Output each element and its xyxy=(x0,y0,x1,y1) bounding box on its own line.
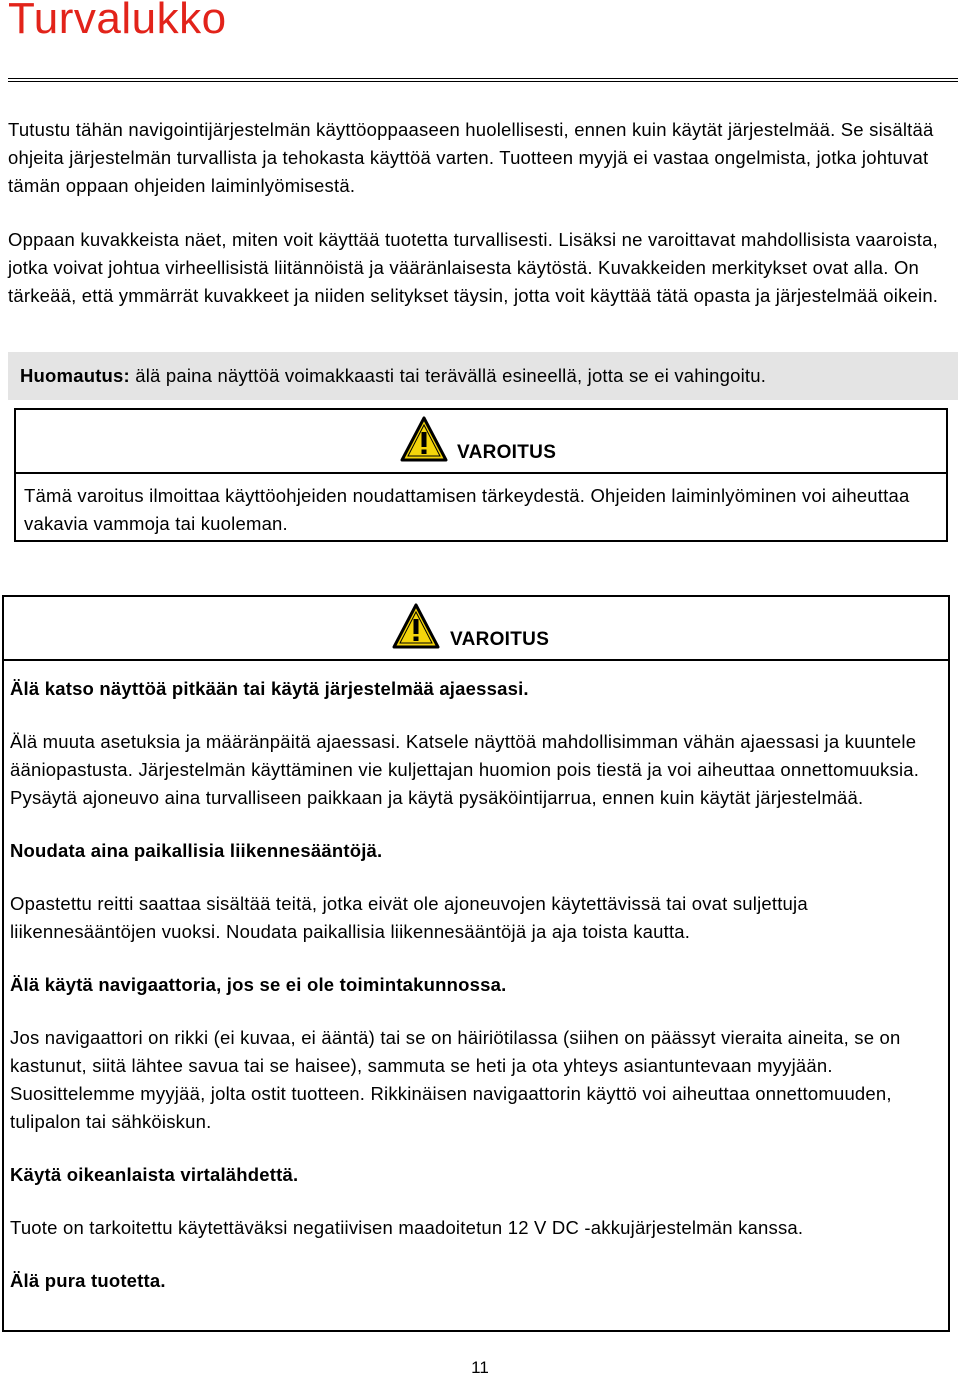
warning-paragraph: Tuote on tarkoitettu käytettäväksi negatiivisen maadoitetun 12 V DC -akkujärjestelmän kanssa. xyxy=(10,1217,804,1238)
warning-text: Tämä varoitus ilmoittaa käyttöohjeiden noudattamisen tärkeydestä. Ohjeiden laiminlyöminen voi aiheuttaa vakavia vammoja tai kuoleman. xyxy=(24,485,910,534)
note-box xyxy=(8,352,958,400)
warning-label: VAROITUS xyxy=(457,442,557,463)
warning-paragraph: Opastettu reitti saattaa sisältää teitä, jotka eivät ole ajoneuvojen käytettävissä tai ovat suljettuja liikennesääntöjen vuoksi. Noudata paikallisia liikennesääntöjä ja aja toista kautta. xyxy=(10,893,808,942)
warning-heading: Älä pura tuotetta. xyxy=(10,1270,166,1291)
icons-paragraph: Oppaan kuvakkeista näet, miten voit käyttää tuotetta turvallisesti. Lisäksi ne varoittavat mahdollisista vaaroista, jotka voivat johtua virheellisistä liitännöistä ja vääränlaisesta käytöstä. Kuvakkeiden merkitykset ovat alla. On tärkeää, että ymmärrät kuvakkeet ja niiden selitykset täysin, jotta voit käyttää tätä opasta ja järjestelmää oikein. xyxy=(8,229,939,306)
warning-heading: Noudata aina paikallisia liikennesääntöjä. xyxy=(10,840,383,861)
warning-heading: Älä käytä navigaattoria, jos se ei ole toimintakunnossa. xyxy=(10,974,507,995)
warning-header xyxy=(16,410,946,474)
warning-triangle-icon xyxy=(392,603,440,649)
page-number: 11 xyxy=(471,1358,489,1377)
warning-box-1 xyxy=(14,408,948,542)
warning-label: VAROITUS xyxy=(450,629,550,650)
warning-heading: Käytä oikeanlaista virtalähdettä. xyxy=(10,1164,299,1185)
warning-paragraph: Älä muuta asetuksia ja määränpäitä ajaessasi. Katsele näyttöä mahdollisimman vähän ajaessasi ja kuuntele ääniopastusta. Järjestelmän käyttäminen vie kuljettajan huomion pois tiestä ja voi aiheuttaa onnettomuuksia. Pysäytä ajoneuvo aina turvalliseen paikkaan ja käytä pysäköintijarrua, ennen kuin käytät järjestelmää. xyxy=(10,731,920,808)
note-label: Huomautus: xyxy=(20,365,130,386)
warning-body xyxy=(10,675,942,1320)
warning-heading: Älä katso näyttöä pitkään tai käytä järjestelmää ajaessasi. xyxy=(10,678,529,699)
warning-triangle-icon xyxy=(400,416,448,462)
warning-box-2 xyxy=(2,595,950,1332)
title-divider xyxy=(8,78,958,82)
intro-paragraph: Tutustu tähän navigointijärjestelmän käyttöoppaaseen huolellisesti, ennen kuin käytät järjestelmää. Se sisältää ohjeita järjestelmän turvallista ja tehokasta käyttöä varten. Tuotteen myyjä ei vastaa ongelmista, jotka johtuvat tämän oppaan ohjeiden laiminlyömisestä. xyxy=(8,119,934,196)
page-title: Turvalukko xyxy=(8,0,227,43)
note-text: älä paina näyttöä voimakkaasti tai terävällä esineellä, jotta se ei vahingoitu. xyxy=(129,365,767,386)
warning-header xyxy=(4,597,948,661)
warning-paragraph: Jos navigaattori on rikki (ei kuvaa, ei ääntä) tai se on häiriötilassa (siihen on päässyt vieraita aineita, se on kastunut, siitä lähtee savua tai se haisee), sammuta se heti ja ota yhteys asiantuntevaan myyjään. Suosittelemme myyjää, jolta ostit tuotteen. Rikkinäisen navigaattorin käyttö voi aiheuttaa onnettomuuden, tulipalon tai sähköiskun. xyxy=(10,1027,901,1132)
